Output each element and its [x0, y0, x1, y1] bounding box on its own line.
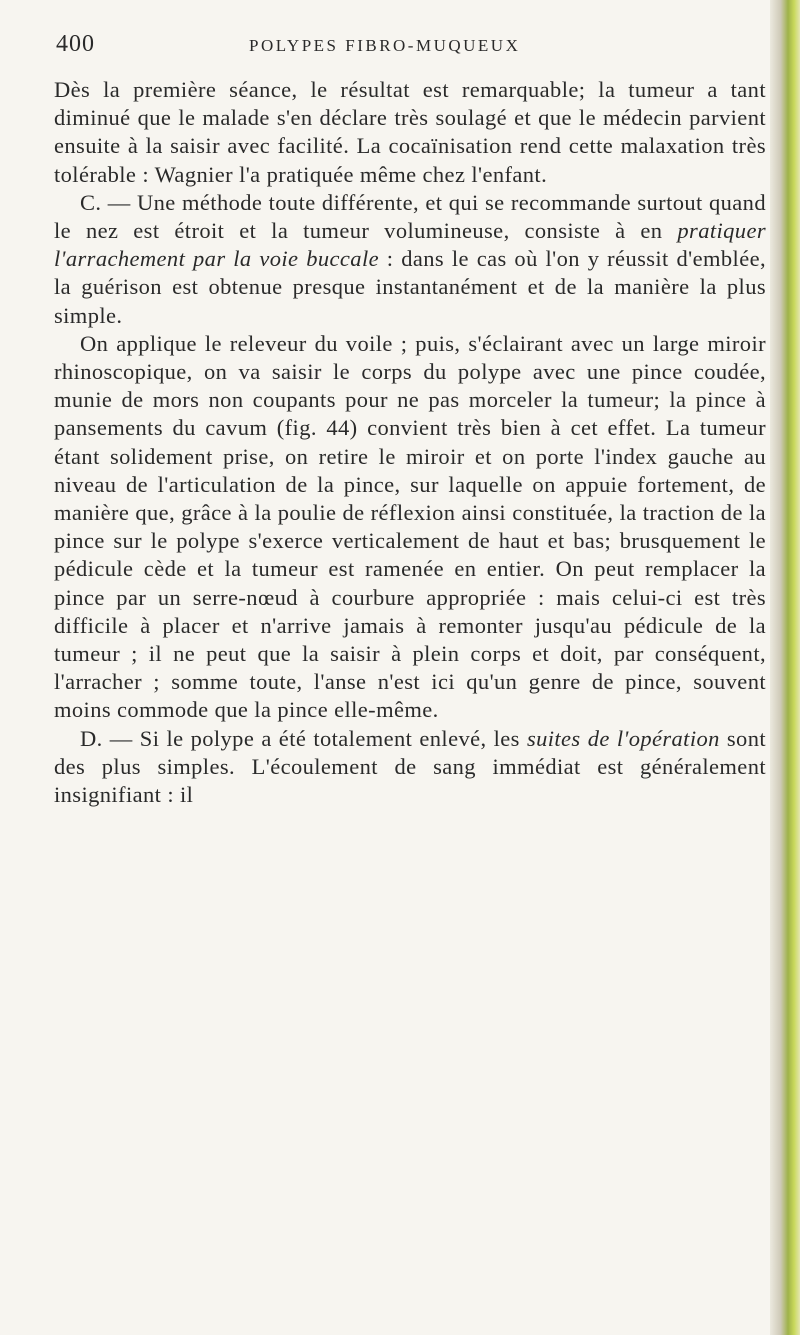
paragraph-2-text-a: C. — Une méthode toute différente, et qui se recommande surtout quand le nez est étroit et la tumeur volumineuse, consiste à en: [54, 189, 766, 244]
page-number: 400: [56, 31, 95, 57]
paragraph-2-text-b: : dans le cas où l'on y réussit d'emblée, la guérison est obtenue presque instantanément et de la manière la plus simple.: [54, 246, 766, 328]
body-text: [54, 76, 766, 809]
running-head: POLYPES FIBRO-MUQUEUX: [249, 36, 521, 55]
page-header: [56, 31, 756, 61]
paragraph-1-text: Dès la première séance, le résultat est remarquable; la tumeur a tant diminué que le malade s'en déclare très soulagé et que le médecin parvient ensuite à la saisir avec facilité. La cocaïnisation rend cette malaxation très tolérable : Wagnier l'a pratiquée même chez l'enfant.: [54, 77, 766, 187]
paragraph-3-text: On applique le releveur du voile ; puis, s'éclairant avec un large miroir rhinoscopique, on va saisir le corps du polype avec une pince coudée, munie de mors non coupants pour ne pas morceler la tumeur; la pince à pansements du cavum (fig. 44) convient très bien à cet effet. La tumeur étant solidement prise, on retire le miroir et on porte l'index gauche au niveau de l'articulation de la pince, sur laquelle on appuie fortement, de manière que, grâce à la poulie de réflexion ainsi constituée, la traction de la pince sur le polype s'exerce verticalement de haut et bas; brusquement le pédicule cède et la tumeur est ramenée en entier. On peut remplacer la pince par un serre-nœud à courbure appropriée : mais celui-ci est très difficile à placer et n'arrive jamais à remonter jusqu'au pédicule de la tumeur ; il ne peut que la saisir à plein corps et doit, par conséquent, l'arracher ; somme toute, l'anse n'est ici qu'un genre de pince, souvent moins commode que la pince elle-même.: [54, 330, 766, 723]
paragraph-4-text-b: sont des plus simples. L'écoulement de sang immédiat est généralement insignifiant : il: [54, 725, 767, 808]
paragraph-1: [54, 76, 766, 189]
paragraph-3: [54, 330, 766, 725]
paragraph-4: [54, 725, 766, 810]
paragraph-2-italic: pratiquer l'arrachement par la voie buccale: [54, 218, 766, 272]
paragraph-4-text-a: D. — Si le polype a été totalement enlevé, les: [80, 725, 527, 751]
page-binding-edge: [770, 0, 800, 1335]
paragraph-2: [54, 189, 766, 330]
paragraph-4-italic: suites de l'opération: [526, 725, 720, 751]
